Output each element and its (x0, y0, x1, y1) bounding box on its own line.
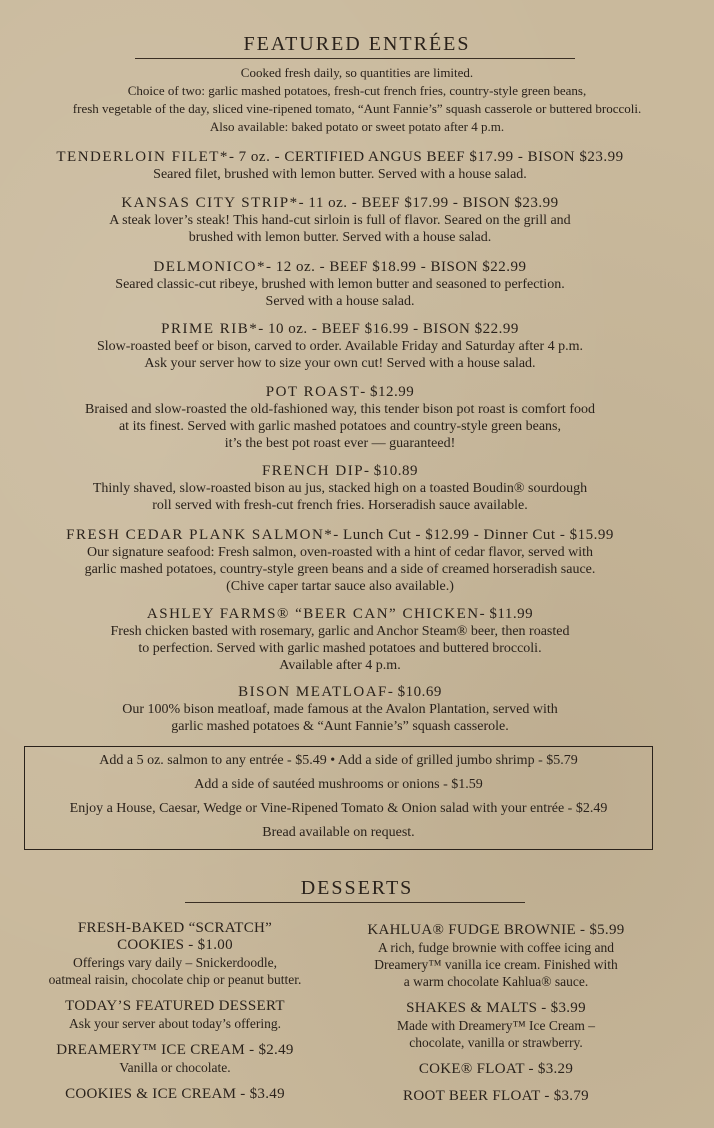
item-price: - 12 oz. - BEEF $18.99 - BISON $22.99 (265, 259, 527, 275)
item-name: DELMONICO* (153, 259, 266, 275)
dessert-desc: oatmeal raisin, chocolate chip or peanut butter. (48, 972, 302, 987)
dessert-desc: chocolate, vanilla or strawberry. (409, 1035, 583, 1050)
dessert-brownie (346, 922, 646, 990)
desserts-left-column (25, 920, 325, 1113)
item-desc: it’s the best pot roast ever — guaranteed! (224, 436, 456, 451)
item-desc: brushed with lemon butter. Served with a house salad. (188, 230, 492, 245)
item-desc: Slow-roasted beef or bison, carved to order. Available Friday and Saturday after 4 p.m. (96, 339, 584, 354)
intro-line: Also available: baked potato or sweet potato after 4 p.m. (209, 119, 505, 134)
addon-line: Enjoy a House, Caesar, Wedge or Vine-Ripened Tomato & Onion salad with your entrée - $2.49 (69, 801, 608, 816)
addon-line: Add a side of sautéed mushrooms or onions - $1.59 (194, 777, 483, 792)
item-name: KANSAS CITY STRIP* (121, 195, 299, 211)
desserts-right-column (346, 922, 646, 1115)
intro-line: Cooked fresh daily, so quantities are limited. (240, 65, 474, 80)
item-price: - 7 oz. - CERTIFIED ANGUS BEEF $17.99 - BISON $23.99 (228, 149, 624, 165)
menu-item-beer-can-chicken (0, 605, 680, 674)
menu-item-delmonico (0, 258, 680, 310)
dessert-ice-cream (25, 1042, 325, 1076)
item-name: POT ROAST (265, 384, 361, 400)
addon-line: Add a 5 oz. salmon to any entrée - $5.49 • Add a side of grilled jumbo shrimp - $5.79 (99, 753, 578, 768)
desserts-title: DESSERTS (300, 877, 414, 899)
dessert-shakes (346, 1000, 646, 1051)
item-price: - $10.89 (364, 463, 419, 479)
dessert-name: FRESH-BAKED “SCRATCH” (77, 920, 273, 936)
dessert-desc: Dreamery™ vanilla ice cream. Finished with (374, 957, 618, 972)
dessert-name: COKE® FLOAT - $3.29 (418, 1061, 574, 1077)
dessert-desc: a warm chocolate Kahlua® sauce. (403, 974, 589, 989)
item-desc: at its finest. Served with garlic mashed potatoes and country-style green beans, (118, 419, 562, 434)
item-desc: (Chive caper tartar sauce also available.) (226, 579, 454, 594)
item-desc: Our signature seafood: Fresh salmon, oven-roasted with a hint of cedar flavor, served with (86, 545, 594, 560)
item-price: - Lunch Cut - $12.99 - Dinner Cut - $15.99 (333, 527, 614, 543)
dessert-featured (25, 998, 325, 1032)
menu-item-french-dip (0, 462, 680, 514)
featured-entrees-title: FEATURED ENTRÉES (243, 33, 471, 55)
title-underline (135, 58, 575, 59)
desserts-underline (185, 902, 525, 903)
addon-line: Bread available on request. (262, 825, 415, 840)
intro-line: Choice of two: garlic mashed potatoes, fresh-cut french fries, country-style green beans, (127, 83, 587, 98)
dessert-desc: A rich, fudge brownie with coffee icing and (378, 940, 614, 955)
item-name: FRESH CEDAR PLANK SALMON* (66, 527, 334, 543)
dessert-name: DREAMERY™ ICE CREAM - $2.49 (56, 1042, 294, 1058)
item-name: ASHLEY FARMS® “BEER CAN” CHICKEN (146, 606, 480, 622)
item-desc: Fresh chicken basted with rosemary, garlic and Anchor Steam® beer, then roasted (110, 624, 570, 639)
item-price: - $10.69 (387, 684, 442, 700)
item-price: - 11 oz. - BEEF $17.99 - BISON $23.99 (298, 195, 559, 211)
addons-box (24, 746, 653, 850)
dessert-root-beer-float (346, 1088, 646, 1105)
item-price: - $11.99 (479, 606, 534, 622)
item-desc: Seared classic-cut ribeye, brushed with lemon butter and seasoned to perfection. (115, 277, 565, 292)
item-desc: Our 100% bison meatloaf, made famous at the Avalon Plantation, served with (122, 702, 558, 717)
item-desc: Thinly shaved, slow-roasted bison au jus, stacked high on a toasted Boudin® sourdough (92, 481, 588, 496)
item-desc: Available after 4 p.m. (279, 658, 401, 673)
item-name: FRENCH DIP (261, 463, 365, 479)
menu-item-kansas-city-strip (0, 194, 680, 246)
dessert-name: KAHLUA® FUDGE BROWNIE - $5.99 (367, 922, 625, 938)
item-desc: Ask your server how to size your own cut! Served with a house salad. (144, 356, 536, 371)
menu-item-pot-roast (0, 383, 680, 452)
dessert-desc: Vanilla or chocolate. (119, 1060, 231, 1075)
dessert-cookies-ice-cream (25, 1086, 325, 1103)
menu-item-tenderloin-filet (0, 148, 680, 183)
dessert-name: ROOT BEER FLOAT - $3.79 (403, 1088, 589, 1104)
item-desc: garlic mashed potatoes, country-style green beans and a side of creamed horseradish sauce. (84, 562, 596, 577)
intro-line: fresh vegetable of the day, sliced vine-ripened tomato, “Aunt Fannie’s” squash casserole or buttered broccoli. (72, 101, 642, 116)
item-name: BISON MEATLOAF (238, 684, 388, 700)
item-desc: to perfection. Served with garlic mashed potatoes and buttered broccoli. (138, 641, 542, 656)
item-desc: Braised and slow-roasted the old-fashioned way, this tender bison pot roast is comfort food (85, 402, 595, 417)
item-desc: A steak lover’s steak! This hand-cut sirloin is full of flavor. Seared on the grill and (109, 213, 571, 228)
dessert-name: TODAY’S FEATURED DESSERT (65, 998, 285, 1014)
item-name: PRIME RIB* (161, 321, 259, 337)
item-desc: garlic mashed potatoes & “Aunt Fannie’s” squash casserole. (171, 719, 509, 734)
menu-item-cedar-plank-salmon (0, 526, 680, 595)
dessert-cookies (25, 920, 325, 988)
item-name: TENDERLOIN FILET* (56, 149, 229, 165)
dessert-name: SHAKES & MALTS - $3.99 (406, 1000, 586, 1016)
dessert-name: COOKIES - $1.00 (117, 937, 233, 953)
dessert-name: COOKIES & ICE CREAM - $3.49 (65, 1086, 285, 1102)
dessert-desc: Offerings vary daily – Snickerdoodle, (72, 955, 278, 970)
item-desc: Served with a house salad. (265, 294, 415, 309)
dessert-desc: Ask your server about today’s offering. (69, 1016, 281, 1031)
item-desc: roll served with fresh-cut french fries. Horseradish sauce available. (152, 498, 528, 513)
dessert-desc: Made with Dreamery™ Ice Cream – (396, 1018, 596, 1033)
item-desc: Seared filet, brushed with lemon butter. Served with a house salad. (153, 167, 527, 182)
item-price: - 10 oz. - BEEF $16.99 - BISON $22.99 (258, 321, 519, 337)
menu-item-bison-meatloaf (0, 683, 680, 735)
dessert-coke-float (346, 1061, 646, 1078)
menu-item-prime-rib (0, 320, 680, 372)
item-price: - $12.99 (360, 384, 415, 400)
featured-intro (0, 64, 714, 136)
